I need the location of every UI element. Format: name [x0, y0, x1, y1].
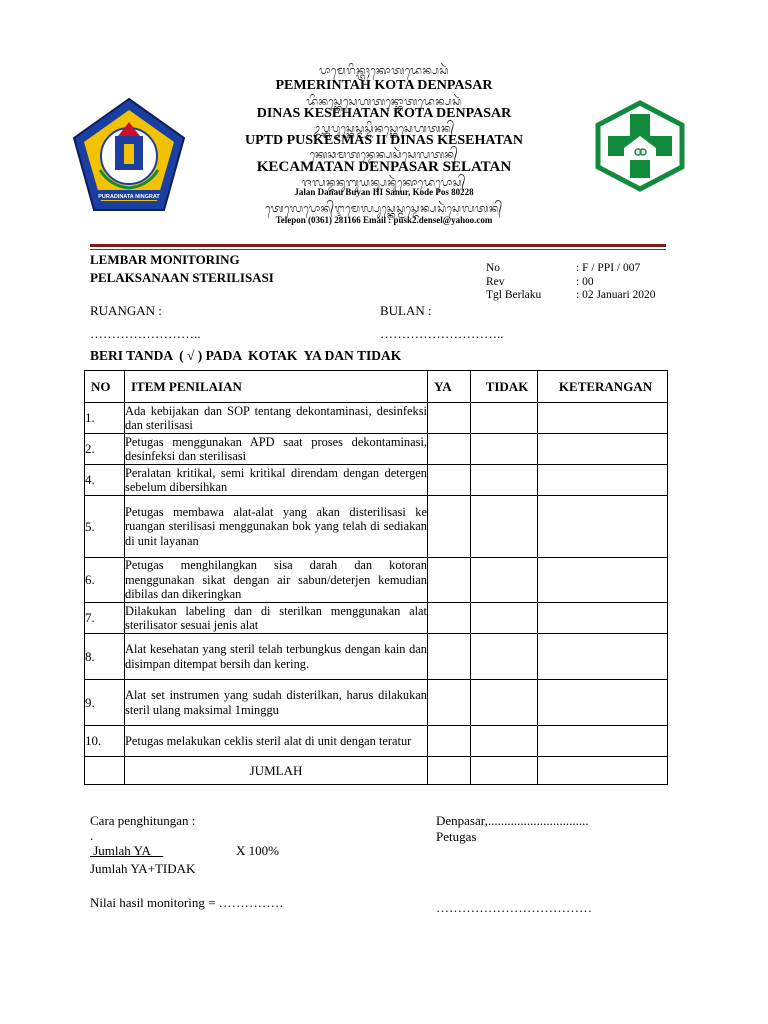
balinese-script-line: ᬉᬧ᭄ᬢ᭄ᬤᬧᬸᬲ᭄ᬓᬾᬲ᭄ᬫᬲ᭄ᬤᬶᬦᬲ᭄ᬓᬾᬲᬾᬳᬢᬦ᭄: [313, 122, 455, 135]
keterangan-cell[interactable]: [538, 634, 668, 680]
header-keterangan: KETERANGAN: [538, 371, 668, 403]
row-item: Ada kebijakan dan SOP tentang dekontaminasi, desinfeksi dan sterilisasi: [125, 403, 427, 432]
keterangan-cell[interactable]: [538, 465, 668, 496]
keterangan-cell[interactable]: [538, 434, 668, 465]
keterangan-cell[interactable]: [538, 403, 668, 434]
ruangan-field[interactable]: ……………………..: [90, 326, 201, 341]
table-row: [85, 496, 668, 558]
balinese-script-line: ᬓᬾᬘᬫᬢᬦ᭄ᬤᬾᬦ᭄ᬧᬲᬃᬲᬾᬮᬢᬦ᭄: [309, 148, 459, 161]
keterangan-cell[interactable]: [538, 603, 668, 634]
table-row: [85, 634, 668, 680]
monitoring-result[interactable]: Nilai hasil monitoring = ……………: [90, 895, 284, 910]
header-tidak: TIDAK: [471, 371, 538, 403]
row-item: Dilakukan labeling dan di sterilkan menggunakan alat sterilisator sesuai jenis alat: [125, 603, 427, 632]
row-number: 9.: [85, 680, 125, 726]
ya-checkbox[interactable]: [428, 726, 471, 757]
row-number: 2.: [85, 434, 125, 465]
tidak-checkbox[interactable]: [471, 680, 538, 726]
tidak-checkbox[interactable]: [471, 434, 538, 465]
bulan-label: BULAN :: [380, 303, 432, 318]
row-number: 6.: [85, 558, 125, 603]
tidak-checkbox[interactable]: [471, 558, 538, 603]
calculation-dot: .: [90, 828, 94, 843]
header-divider: [90, 244, 666, 247]
header-government: PEMERINTAH KOTA DENPASAR: [275, 78, 493, 93]
ya-checkbox[interactable]: [428, 434, 471, 465]
meta-label: Rev: [486, 275, 505, 288]
ya-checkbox[interactable]: [428, 680, 471, 726]
ya-checkbox[interactable]: [428, 558, 471, 603]
ya-checkbox[interactable]: [428, 465, 471, 496]
row-number: 8.: [85, 634, 125, 680]
balinese-script-line: ᬤᬶᬦᬲ᭄ᬓᬾᬲᬾᬳᬢᬦ᭄ᬓᭀᬢᬤᬾᬦ᭄ᬧᬲᬃ: [306, 95, 462, 108]
form-subtitle: PELAKSANAAN STERILISASI: [90, 270, 274, 285]
total-label: JUMLAH: [125, 757, 428, 785]
formula-denominator: Jumlah YA+TIDAK: [90, 861, 196, 876]
formula-multiplier: X 100%: [236, 843, 279, 858]
header-contact: Telepon (0361) 281166 Email : pusk2.densel@yahoo.com: [275, 215, 493, 225]
row-number: 4.: [85, 465, 125, 496]
calculation-label: Cara penghitungan :: [90, 813, 196, 828]
header-address: Jalan Danau Buyan III Sanur, Kode Pos 80228: [294, 187, 474, 197]
keterangan-cell[interactable]: [538, 726, 668, 757]
header-unit: UPTD PUSKESMAS II DINAS KESEHATAN: [245, 133, 523, 148]
meta-value: : 02 Januari 2020: [576, 289, 656, 301]
table-row: [85, 434, 668, 465]
total-tidak-cell[interactable]: [471, 757, 538, 785]
total-row: [85, 757, 668, 785]
row-number: 5.: [85, 496, 125, 558]
assessment-table: [84, 370, 668, 785]
keterangan-cell[interactable]: [538, 558, 668, 603]
row-number: 1.: [85, 403, 125, 434]
header-agency: DINAS KESEHATAN KOTA DENPASAR: [256, 106, 512, 121]
tidak-checkbox[interactable]: [471, 634, 538, 680]
header-no: NO: [85, 371, 125, 403]
row-number: 10.: [85, 726, 125, 757]
ruangan-label: RUANGAN :: [90, 303, 162, 318]
emblem-caption: PURADINATA NINGRAT: [98, 194, 160, 200]
tidak-checkbox[interactable]: [471, 726, 538, 757]
balinese-script-line: ᬧᬵᬫᬾᬭᬶᬦ᭄ᬢᬄᬓᭀᬢᬤᬾᬦ᭄ᬧᬲᬃ: [319, 64, 449, 77]
table-row: [85, 680, 668, 726]
keterangan-cell[interactable]: [538, 496, 668, 558]
table-row: [85, 726, 668, 757]
tidak-checkbox[interactable]: [471, 603, 538, 634]
row-item: Alat kesehatan yang steril telah terbungkus dengan kain dan disimpan ditempat bersih dan kering.: [125, 634, 428, 680]
meta-label: Tgl Berlaku: [486, 289, 542, 301]
row-item: Petugas menggunakan APD saat proses dekontaminasi, desinfeksi dan sterilisasi: [125, 434, 427, 463]
table-row: [85, 403, 668, 434]
ya-checkbox[interactable]: [428, 403, 471, 434]
meta-value: : F / PPI / 007: [576, 262, 641, 274]
document-meta: [486, 262, 656, 303]
header-ya: YA: [428, 371, 471, 403]
tidak-checkbox[interactable]: [471, 465, 538, 496]
table-row: [85, 465, 668, 496]
header-item: ITEM PENILAIAN: [125, 371, 428, 403]
ya-checkbox[interactable]: [428, 603, 471, 634]
balinese-script-line: ᬚᬮᬦ᭄ᬤᬦᬸᬩᬸᬬᬦ᭄ᬲᬦᬸᬃᬓᭀᬤᬾᬧᭀᬲ᭄: [302, 176, 466, 189]
tidak-checkbox[interactable]: [471, 403, 538, 434]
officer-label: Petugas: [436, 829, 477, 844]
header-district: KECAMATAN DENPASAR SELATAN: [256, 159, 512, 175]
table-header-row: [85, 371, 668, 403]
signature-line[interactable]: ………………………………: [436, 900, 592, 915]
row-item: Alat set instrumen yang sudah disterilkan, harus dilakukan steril ulang maksimal 1minggu: [125, 680, 428, 726]
form-title: LEMBAR MONITORING: [90, 252, 240, 267]
keterangan-cell[interactable]: [538, 680, 668, 726]
formula-numerator: Jumlah YA: [90, 843, 164, 858]
total-keterangan-cell[interactable]: [538, 757, 668, 785]
row-item: Petugas melakukan ceklis steril alat di unit dengan teratur: [125, 726, 428, 757]
total-number-cell: [85, 757, 125, 785]
row-item: Peralatan kritikal, semi kritikal direndam dengan detergen sebelum dibersihkan: [125, 465, 427, 494]
bulan-field[interactable]: ………………………..: [380, 326, 504, 341]
total-ya-cell[interactable]: [428, 757, 471, 785]
instruction-text: BERI TANDA ( √ ) PADA KOTAK YA DAN TIDAK: [90, 348, 402, 363]
meta-value: : 00: [576, 275, 594, 288]
meta-label: No: [486, 262, 501, 274]
ya-checkbox[interactable]: [428, 634, 471, 680]
balinese-script-line: ᬢᬾᬮᬾᬧᭀᬦ᭄ᬇᬫᬾᬮ᭄ᬧᬸᬲ᭄ᬓᬾᬲ᭄ᬫᬲ᭄ᬤᬾᬦ᭄ᬧᬲᬃᬲᬾᬮᬢᬦ᭄: [265, 202, 503, 215]
row-item: Petugas menghilangkan sisa darah dan kotoran menggunakan sikat dengan air sabun/deterjen kemudian dibilas dan dikeringkan: [125, 558, 427, 602]
header-divider-thin: [90, 249, 666, 250]
table-row: [85, 558, 668, 603]
tidak-checkbox[interactable]: [471, 496, 538, 558]
row-item: Petugas membawa alat-alat yang akan disterilisasi ke ruangan sterilisasi menggunakan bok yang telah di sediakan di unit layanan: [125, 496, 428, 558]
place-date[interactable]: Denpasar,...............................: [436, 813, 589, 828]
ya-checkbox[interactable]: [428, 496, 471, 558]
table-row: [85, 603, 668, 634]
row-number: 7.: [85, 603, 125, 634]
